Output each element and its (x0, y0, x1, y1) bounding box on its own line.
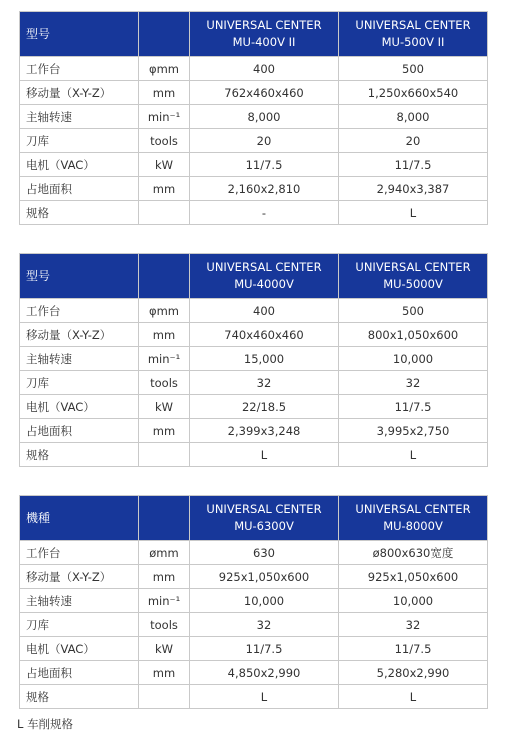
spec-unit (139, 443, 190, 467)
table-row (20, 661, 488, 685)
spec-label: 主轴转速 (20, 589, 139, 613)
model-header (339, 12, 488, 57)
spec-label: 规格 (20, 685, 139, 709)
spec-label: 占地面积 (20, 661, 139, 685)
table-row (20, 565, 488, 589)
header-label: 型号 (20, 12, 139, 57)
spec-value-1: 400 (190, 299, 339, 323)
spec-value-2: 2,940x3,387 (339, 177, 488, 201)
spec-value-2: 32 (339, 613, 488, 637)
spec-value-2: 11/7.5 (339, 153, 488, 177)
spec-unit: mm (139, 565, 190, 589)
spec-value-1: 762x460x460 (190, 81, 339, 105)
spec-label: 刀库 (20, 371, 139, 395)
spec-value-2: 11/7.5 (339, 637, 488, 661)
table-header-row (20, 496, 488, 541)
spec-value-2: ø800x630宽度 (339, 541, 488, 565)
spec-value-1: 11/7.5 (190, 637, 339, 661)
model-series: UNIVERSAL CENTER (206, 18, 322, 32)
header-label: 機種 (20, 496, 139, 541)
spec-label: 占地面积 (20, 419, 139, 443)
table-row (20, 81, 488, 105)
spec-value-1: 15,000 (190, 347, 339, 371)
model-header (190, 254, 339, 299)
spec-label: 移动量（X-Y-Z） (20, 323, 139, 347)
spec-value-1: - (190, 201, 339, 225)
table-row (20, 419, 488, 443)
spec-value-2: 32 (339, 371, 488, 395)
table-row (20, 541, 488, 565)
spec-unit: mm (139, 661, 190, 685)
spec-value-1: 32 (190, 613, 339, 637)
spec-value-2: 8,000 (339, 105, 488, 129)
spec-table-3 (19, 495, 488, 709)
spec-unit: φmm (139, 57, 190, 81)
spec-value-2: 10,000 (339, 589, 488, 613)
spec-label: 电机（VAC） (20, 395, 139, 419)
spec-value-1: 630 (190, 541, 339, 565)
spec-value-2: 20 (339, 129, 488, 153)
footnote: L 车削规格 (17, 717, 74, 731)
model-name: MU-6300V (234, 519, 294, 533)
table-row (20, 371, 488, 395)
spec-label: 占地面积 (20, 177, 139, 201)
spec-unit: mm (139, 323, 190, 347)
spec-value-1: 10,000 (190, 589, 339, 613)
spec-value-1: 8,000 (190, 105, 339, 129)
spec-value-2: 500 (339, 299, 488, 323)
spec-unit: kW (139, 153, 190, 177)
spec-value-2: L (339, 201, 488, 225)
table-header-row (20, 12, 488, 57)
spec-table-2 (19, 253, 488, 467)
spec-label: 电机（VAC） (20, 153, 139, 177)
spec-value-2: L (339, 443, 488, 467)
spec-label: 移动量（X-Y-Z） (20, 81, 139, 105)
spec-value-2: L (339, 685, 488, 709)
spec-unit: tools (139, 613, 190, 637)
table-row (20, 395, 488, 419)
table-header-row (20, 254, 488, 299)
spec-unit: min⁻¹ (139, 105, 190, 129)
spec-value-1: 11/7.5 (190, 153, 339, 177)
model-name: MU-400V II (232, 35, 296, 49)
spec-value-1: 22/18.5 (190, 395, 339, 419)
spec-unit: mm (139, 419, 190, 443)
spec-label: 刀库 (20, 129, 139, 153)
table-row (20, 613, 488, 637)
spec-value-2: 5,280x2,990 (339, 661, 488, 685)
model-series: UNIVERSAL CENTER (206, 502, 322, 516)
spec-table-1 (19, 11, 488, 225)
spec-label: 工作台 (20, 299, 139, 323)
model-series: UNIVERSAL CENTER (355, 502, 471, 516)
spec-value-2: 1,250x660x540 (339, 81, 488, 105)
table-row (20, 323, 488, 347)
table-row (20, 177, 488, 201)
spec-label: 主轴转速 (20, 347, 139, 371)
spec-label: 规格 (20, 443, 139, 467)
spec-unit (139, 201, 190, 225)
model-header (190, 12, 339, 57)
spec-unit (139, 685, 190, 709)
spec-label: 电机（VAC） (20, 637, 139, 661)
model-name: MU-4000V (234, 277, 294, 291)
spec-unit: kW (139, 637, 190, 661)
spec-value-2: 11/7.5 (339, 395, 488, 419)
table-row (20, 129, 488, 153)
spec-unit: mm (139, 81, 190, 105)
model-name: MU-5000V (383, 277, 443, 291)
header-unit-cell (139, 12, 190, 57)
table-row (20, 299, 488, 323)
model-header (339, 254, 488, 299)
spec-unit: min⁻¹ (139, 589, 190, 613)
spec-unit: mm (139, 177, 190, 201)
spec-unit: min⁻¹ (139, 347, 190, 371)
table-row (20, 347, 488, 371)
header-unit-cell (139, 496, 190, 541)
spec-unit: tools (139, 129, 190, 153)
spec-label: 规格 (20, 201, 139, 225)
spec-value-1: L (190, 685, 339, 709)
model-header (339, 496, 488, 541)
spec-value-2: 3,995x2,750 (339, 419, 488, 443)
table-row (20, 105, 488, 129)
table-row (20, 153, 488, 177)
header-label: 型号 (20, 254, 139, 299)
spec-label: 工作台 (20, 57, 139, 81)
spec-value-1: 4,850x2,990 (190, 661, 339, 685)
spec-value-1: 32 (190, 371, 339, 395)
model-name: MU-500V II (381, 35, 445, 49)
spec-label: 刀库 (20, 613, 139, 637)
spec-value-1: L (190, 443, 339, 467)
spec-value-1: 20 (190, 129, 339, 153)
spec-value-1: 400 (190, 57, 339, 81)
spec-unit: kW (139, 395, 190, 419)
spec-label: 工作台 (20, 541, 139, 565)
spec-value-1: 2,399x3,248 (190, 419, 339, 443)
spec-value-2: 800x1,050x600 (339, 323, 488, 347)
spec-label: 主轴转速 (20, 105, 139, 129)
spec-value-2: 10,000 (339, 347, 488, 371)
model-header (190, 496, 339, 541)
model-series: UNIVERSAL CENTER (206, 260, 322, 274)
spec-unit: tools (139, 371, 190, 395)
spec-value-1: 2,160x2,810 (190, 177, 339, 201)
spec-value-2: 925x1,050x600 (339, 565, 488, 589)
spec-value-2: 500 (339, 57, 488, 81)
spec-value-1: 925x1,050x600 (190, 565, 339, 589)
table-row (20, 637, 488, 661)
model-series: UNIVERSAL CENTER (355, 18, 471, 32)
model-series: UNIVERSAL CENTER (355, 260, 471, 274)
spec-unit: ømm (139, 541, 190, 565)
table-row (20, 443, 488, 467)
header-unit-cell (139, 254, 190, 299)
table-row (20, 685, 488, 709)
spec-unit: φmm (139, 299, 190, 323)
spec-label: 移动量（X-Y-Z） (20, 565, 139, 589)
model-name: MU-8000V (383, 519, 443, 533)
table-row (20, 201, 488, 225)
spec-value-1: 740x460x460 (190, 323, 339, 347)
table-row (20, 589, 488, 613)
table-row (20, 57, 488, 81)
